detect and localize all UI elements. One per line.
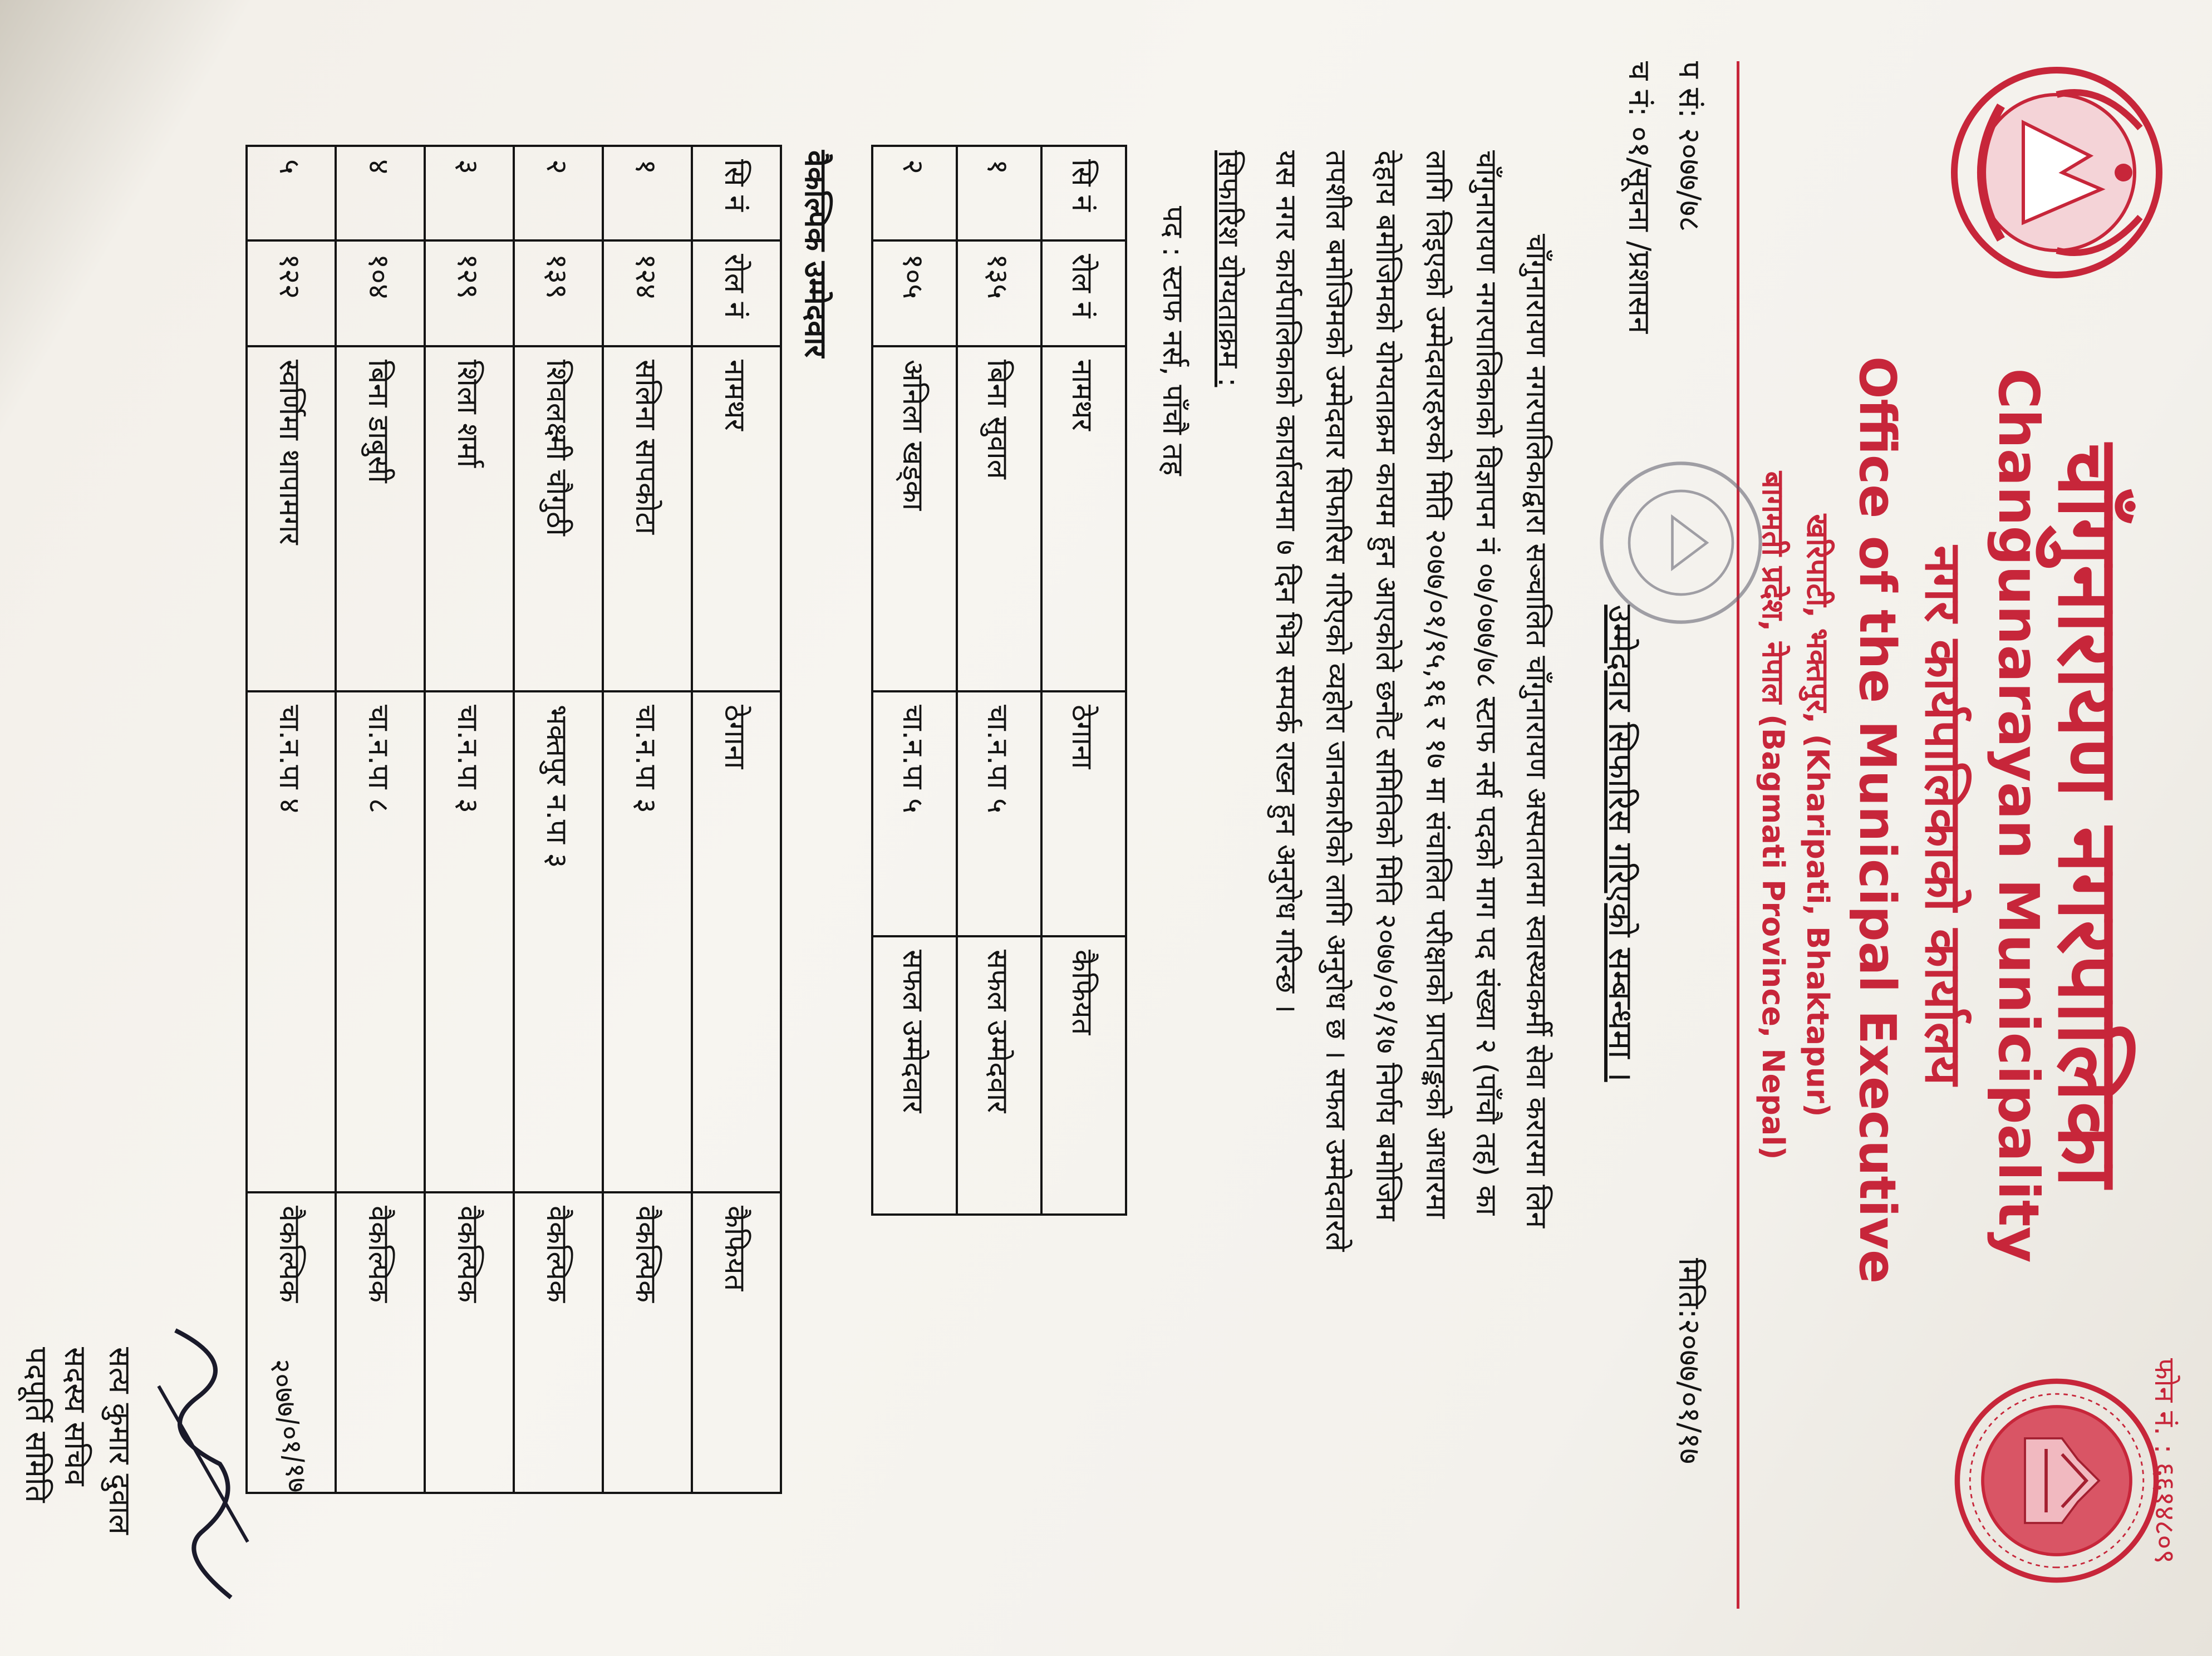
- table-header-row: [692, 146, 781, 1493]
- signatory-name: सत्य कुमार दुवाल: [102, 1347, 137, 1535]
- handwritten-signature-icon: [142, 1319, 264, 1609]
- col-header: नामथर: [692, 346, 781, 691]
- table-cell: शिला शर्मा: [425, 346, 514, 691]
- body-line: चाँगुनारायण नगरपालिकाको विज्ञापन नं ०७/०७७/७८ स्टाफ नर्स पदको माग पद संख्या २ (पाँचौ तह) का: [1469, 150, 1503, 1216]
- office-title-english: Office of the Municipal Executive: [1848, 356, 1906, 1284]
- table-cell: वैकल्पिक: [336, 1192, 425, 1493]
- post-line: पद : स्टाफ नर्स, पाँचौ तह: [1156, 206, 1189, 476]
- table-cell: बिना सुवाल: [957, 346, 1041, 691]
- table-cell: १: [957, 146, 1041, 240]
- table-cell: चा.न.पा ३: [425, 691, 514, 1192]
- table-cell: वैकल्पिक: [603, 1192, 692, 1493]
- criteria-label: सिफारिश योग्यताक्रम :: [1212, 150, 1245, 387]
- table-row: [872, 146, 957, 1215]
- signatory-role: सदस्य सचिव: [58, 1347, 93, 1486]
- body-line: चाँगुनारायण नगरपालिकाद्वारा सञ्चालित चाँगुनारायण अस्पतालमा स्वास्थ्यकर्मी सेवा करारमा लिन: [1520, 234, 1553, 1228]
- table-cell: २: [872, 146, 957, 240]
- table-cell: चा.न.पा ३: [603, 691, 692, 1192]
- table-cell: वैकल्पिक: [514, 1192, 603, 1493]
- phone-number: फोन नं. : ६६१४८०९: [2149, 1358, 2181, 1564]
- letter-page: [19, 22, 2201, 1648]
- table-cell: वैकल्पिक: [425, 1192, 514, 1493]
- table-cell: १३५: [957, 240, 1041, 346]
- nepal-emblem-icon: [1945, 61, 2168, 284]
- address-line-1: खरिपाटी, भक्तपुर, (Kharipati, Bhaktapur): [1800, 514, 1835, 1117]
- dispatch-number: च नं: ०१/सूचना /प्रशासन: [1622, 61, 1657, 334]
- selected-candidates-table: [871, 145, 1127, 1216]
- col-header: कैफियत: [1041, 936, 1126, 1215]
- col-header: नामथर: [1041, 346, 1126, 691]
- table-cell: चा.न.पा ५: [957, 691, 1041, 936]
- table-cell: चा.न.पा ८: [336, 691, 425, 1192]
- table-cell: १३९: [514, 240, 603, 346]
- col-header: सि नं: [692, 146, 781, 240]
- header-divider: [1737, 61, 1739, 1609]
- col-header: कैफियत: [692, 1192, 781, 1493]
- table-cell: भक्तपुर न.पा ३: [514, 691, 603, 1192]
- body-line: लागि लिइएको उम्मेदवारहरुको मिति २०७७/०१/१५,१६ र १७ मा संचालित परीक्षाको प्राप्ताङ्कको आधारमा: [1419, 150, 1453, 1219]
- table-cell: सफल उम्मेदवार: [872, 936, 957, 1215]
- table-row: [603, 146, 692, 1493]
- body-line: देहाय बमोजिमको योग्यताक्रम कायम हुन आएकोले छनौट समितिको मिति २०७७/०१/१७ निर्णय बमोजिम: [1369, 150, 1403, 1221]
- col-header: रोल नं: [1041, 240, 1126, 346]
- col-header: ठेगाना: [692, 691, 781, 1192]
- table-cell: अनिला खड्का: [872, 346, 957, 691]
- alternate-candidates-table: [245, 145, 782, 1494]
- table-cell: १२२: [247, 240, 336, 346]
- table-cell: १२४: [603, 240, 692, 346]
- address-line-2: बागमती प्रदेश, नेपाल (Bagmati Province, Nepal): [1756, 471, 1791, 1160]
- table-cell: सफल उम्मेदवार: [957, 936, 1041, 1215]
- body-line: तपशील बमोजिमको उम्मेदवार सिफारिस गरिएको व्यहोरा जानकारीको लागि अनुरोध छ । सफल उम्मेदवारले: [1319, 150, 1353, 1252]
- table-cell: बिना डाबुसी: [336, 346, 425, 691]
- table-row: [336, 146, 425, 1493]
- letter-date: मिति:२०७७/०१/१७: [1672, 1258, 1707, 1465]
- table-row: [514, 146, 603, 1493]
- table-cell: २: [514, 146, 603, 240]
- body-line: यस नगर कार्यपालिकाको कार्यालयमा ७ दिन भित्र सम्पर्क राख्न हुन अनुरोध गरिन्छ ।: [1269, 150, 1302, 1014]
- letter-subject: उम्मेदवार सिफारिस गरिएको सम्बन्धमा ।: [1601, 605, 1640, 1082]
- signature-date-note: २०७७/०१/१७: [263, 1357, 314, 1495]
- table-cell: स्वर्णिमा थापामगर: [247, 346, 336, 691]
- col-header: ठेगाना: [1041, 691, 1126, 936]
- office-title-nepali: नगर कार्यपालिकाको कार्यालय: [1914, 546, 1972, 1085]
- signatory-committee: पदपूर्ति समिति: [19, 1347, 54, 1503]
- table-row: [425, 146, 514, 1493]
- table-cell: ४: [336, 146, 425, 240]
- table-cell: चा.न.पा ४: [247, 691, 336, 1192]
- col-header: सि नं: [1041, 146, 1126, 240]
- table-cell: शिवलक्ष्मी चौगुठी: [514, 346, 603, 691]
- table-cell: १: [603, 146, 692, 240]
- table-row: [957, 146, 1041, 1215]
- col-header: रोल नं: [692, 240, 781, 346]
- municipality-title-english: Changunarayan Municipality: [1986, 368, 2051, 1263]
- table-header-row: [1041, 146, 1126, 1215]
- reference-number: प सं: २०७७/७८: [1672, 61, 1707, 232]
- alternate-candidates-label: वैकल्पिक उम्मेदवार: [798, 150, 833, 358]
- table-cell: ५: [247, 146, 336, 240]
- table-cell: चा.न.पा ५: [872, 691, 957, 936]
- table-cell: १०४: [336, 240, 425, 346]
- municipality-seal-icon: [1951, 1375, 2162, 1586]
- table-cell: १०५: [872, 240, 957, 346]
- table-cell: १२९: [425, 240, 514, 346]
- table-cell: सलिना सापकोटा: [603, 346, 692, 691]
- table-cell: वैकल्पिक: [247, 1192, 336, 1493]
- municipality-title-nepali: चाँगुनारायण नगरपालिका: [2039, 443, 2136, 1188]
- table-cell: ३: [425, 146, 514, 240]
- table-row: [247, 146, 336, 1493]
